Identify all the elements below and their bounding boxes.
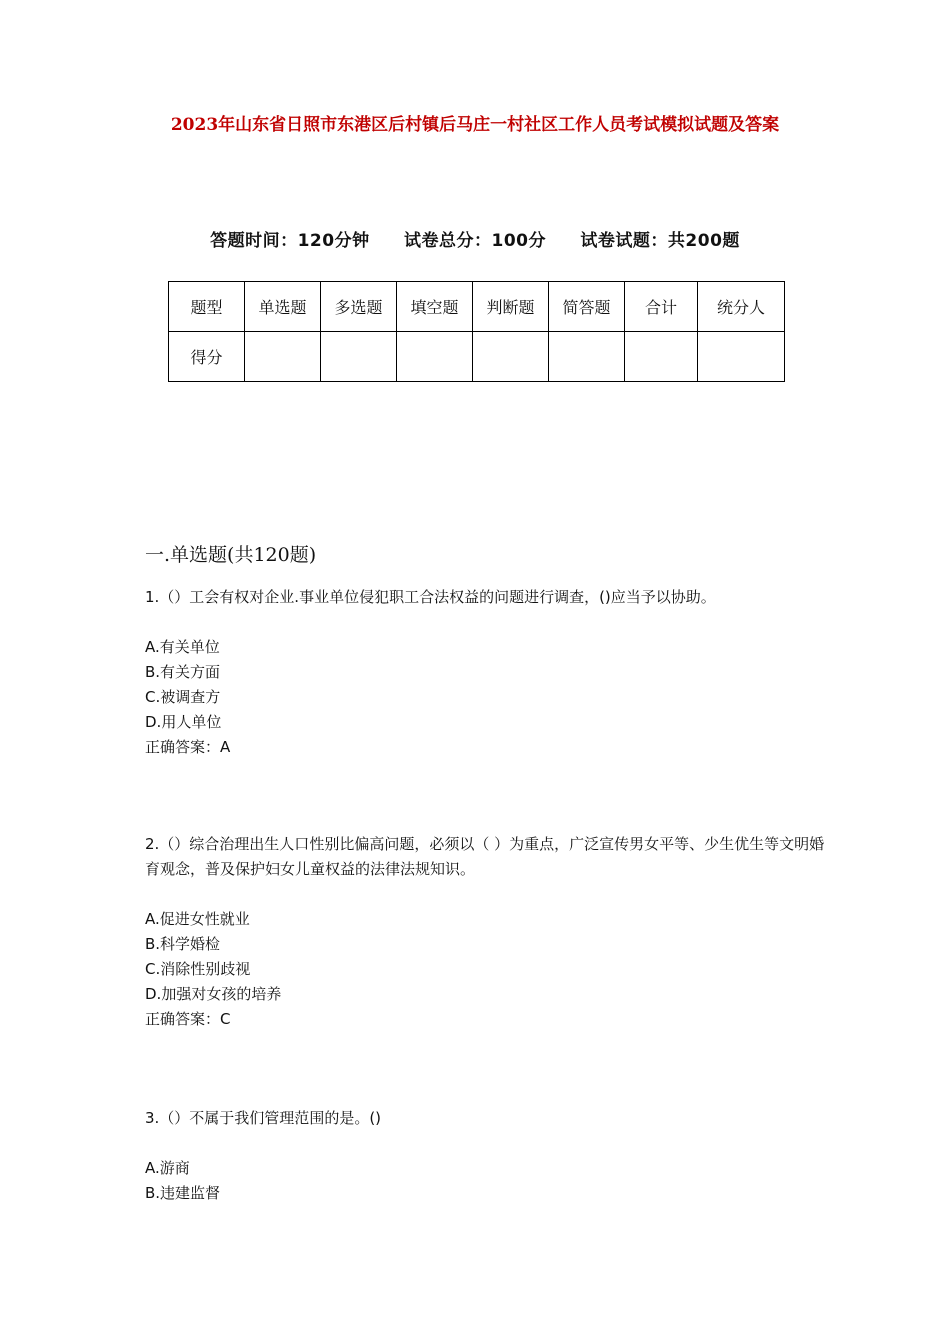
score-table-score-row	[169, 332, 785, 382]
exam-total-score: 试卷总分：100分	[404, 231, 546, 251]
question-block	[145, 832, 825, 1032]
score-table-header-cell: 合计	[625, 282, 698, 332]
document-title: 2023年山东省日照市东港区后村镇后马庄一村社区工作人员考试模拟试题及答案	[170, 115, 780, 135]
question-option: D.用人单位	[145, 713, 222, 731]
question-answer: 正确答案：A	[145, 738, 231, 756]
question-option: C.被调查方	[145, 688, 221, 706]
question-option: B.违建监督	[145, 1184, 221, 1202]
score-cell	[549, 332, 625, 382]
score-cell	[245, 332, 321, 382]
question-option: A.游商	[145, 1159, 190, 1177]
question-option: C.消除性别歧视	[145, 960, 251, 978]
question-option: B.有关方面	[145, 663, 221, 681]
score-table-header-cell: 填空题	[397, 282, 473, 332]
question-stem: 1.（）工会有权对企业.事业单位侵犯职工合法权益的问题进行调查，()应当予以协助。	[145, 588, 716, 606]
score-table-header-cell: 统分人	[698, 282, 785, 332]
score-table-header-cell: 多选题	[321, 282, 397, 332]
score-table-header-cell: 题型	[169, 282, 245, 332]
section-title: 一.单选题(共120题)	[145, 544, 317, 566]
question-stem: 3.（）不属于我们管理范围的是。()	[145, 1109, 382, 1127]
score-cell	[397, 332, 473, 382]
score-table-header-row	[169, 282, 785, 332]
score-cell	[625, 332, 698, 382]
exam-meta	[0, 226, 950, 251]
score-cell	[473, 332, 549, 382]
score-cell	[698, 332, 785, 382]
question-block	[145, 1106, 825, 1206]
question-block	[145, 585, 825, 760]
question-option: D.加强对女孩的培养	[145, 985, 282, 1003]
exam-question-count: 试卷试题：共200题	[580, 231, 740, 251]
score-table-header-cell: 单选题	[245, 282, 321, 332]
score-row-label: 得分	[169, 332, 245, 382]
score-cell	[321, 332, 397, 382]
score-table-header-cell: 简答题	[549, 282, 625, 332]
question-option: A.促进女性就业	[145, 910, 250, 928]
question-stem: 2.（）综合治理出生人口性别比偏高问题，必须以（ ）为重点，广泛宣传男女平等、少生优生等文明婚育观念，普及保护妇女儿童权益的法律法规知识。	[145, 835, 825, 878]
score-table-header-cell: 判断题	[473, 282, 549, 332]
question-option: A.有关单位	[145, 638, 220, 656]
question-answer: 正确答案：C	[145, 1010, 231, 1028]
score-table	[168, 281, 785, 382]
exam-duration: 答题时间：120分钟	[210, 231, 370, 251]
question-option: B.科学婚检	[145, 935, 221, 953]
